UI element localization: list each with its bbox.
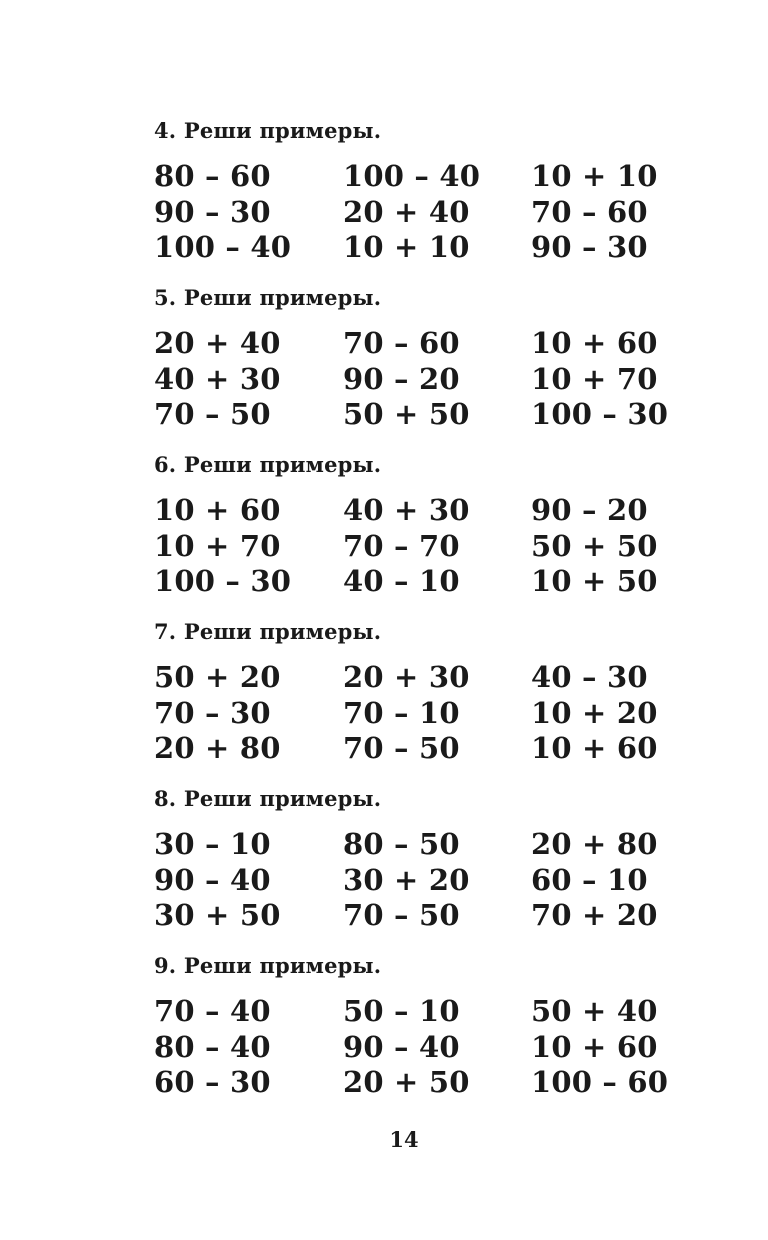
example: 90 – 30: [154, 194, 271, 229]
task-6: [154, 453, 714, 600]
example: 50 – 10: [343, 994, 460, 1028]
example: 10 + 10: [343, 230, 470, 264]
example: 20 + 50: [343, 1065, 470, 1099]
example: 90 – 40: [154, 862, 271, 897]
example: 70 – 10: [343, 695, 460, 730]
example: 40 – 30: [531, 660, 648, 694]
examples-grid: [154, 326, 714, 433]
example: 10 + 60: [531, 326, 658, 360]
example: 10 + 60: [531, 731, 658, 765]
task-title: 5. Реши примеры.: [154, 285, 382, 310]
example: 80 – 60: [154, 159, 271, 193]
example: 70 – 50: [343, 898, 460, 932]
example: 80 – 40: [154, 1029, 271, 1064]
example: 70 – 40: [154, 994, 271, 1028]
example: 100 – 30: [154, 564, 292, 598]
example: 50 + 20: [154, 660, 281, 694]
example: 90 – 30: [531, 230, 648, 264]
example: 20 + 30: [343, 660, 470, 694]
example: 60 – 10: [531, 862, 648, 897]
task-8: [154, 787, 714, 934]
task-4: [154, 119, 714, 266]
task-title: 6. Реши примеры.: [154, 452, 382, 477]
example: 10 + 60: [531, 1029, 658, 1064]
task-7: [154, 620, 714, 767]
task-title: 8. Реши примеры.: [154, 786, 382, 811]
example: 70 – 50: [343, 731, 460, 765]
example: 70 – 50: [154, 397, 271, 431]
task-title: 9. Реши примеры.: [154, 953, 382, 978]
examples-grid: [154, 493, 714, 600]
example: 30 + 50: [154, 898, 281, 932]
example: 100 – 40: [154, 230, 292, 264]
task-title: 4. Реши примеры.: [154, 118, 382, 143]
examples-grid: [154, 159, 714, 266]
example: 80 – 50: [343, 827, 460, 861]
example: 30 – 10: [154, 827, 271, 861]
example: 100 – 40: [343, 159, 481, 193]
example: 20 + 40: [343, 194, 470, 229]
example: 40 + 30: [343, 493, 470, 527]
example: 50 + 40: [531, 994, 658, 1028]
example: 100 – 30: [531, 397, 669, 431]
example: 70 – 30: [154, 695, 271, 730]
task-title: 7. Реши примеры.: [154, 619, 382, 644]
example: 70 – 60: [531, 194, 648, 229]
example: 10 + 20: [531, 695, 658, 730]
example: 10 + 10: [531, 159, 658, 193]
example: 50 + 50: [531, 528, 658, 563]
example: 20 + 80: [531, 827, 658, 861]
example: 90 – 20: [531, 493, 648, 527]
page-number: 14: [389, 1127, 419, 1152]
example: 30 + 20: [343, 862, 470, 897]
example: 70 – 70: [343, 528, 460, 563]
task-5: [154, 286, 714, 433]
example: 40 – 10: [343, 564, 460, 598]
example: 90 – 40: [343, 1029, 460, 1064]
example: 10 + 60: [154, 493, 281, 527]
examples-grid: [154, 827, 714, 934]
example: 60 – 30: [154, 1065, 271, 1099]
example: 70 – 60: [343, 326, 460, 360]
example: 20 + 80: [154, 731, 281, 765]
example: 10 + 70: [531, 361, 658, 396]
examples-grid: [154, 660, 714, 767]
example: 70 + 20: [531, 898, 658, 932]
task-9: [154, 954, 714, 1101]
example: 100 – 60: [531, 1065, 669, 1099]
example: 90 – 20: [343, 361, 460, 396]
examples-grid: [154, 994, 714, 1101]
example: 10 + 70: [154, 528, 281, 563]
example: 20 + 40: [154, 326, 281, 360]
example: 10 + 50: [531, 564, 658, 598]
example: 50 + 50: [343, 397, 470, 431]
example: 40 + 30: [154, 361, 281, 396]
